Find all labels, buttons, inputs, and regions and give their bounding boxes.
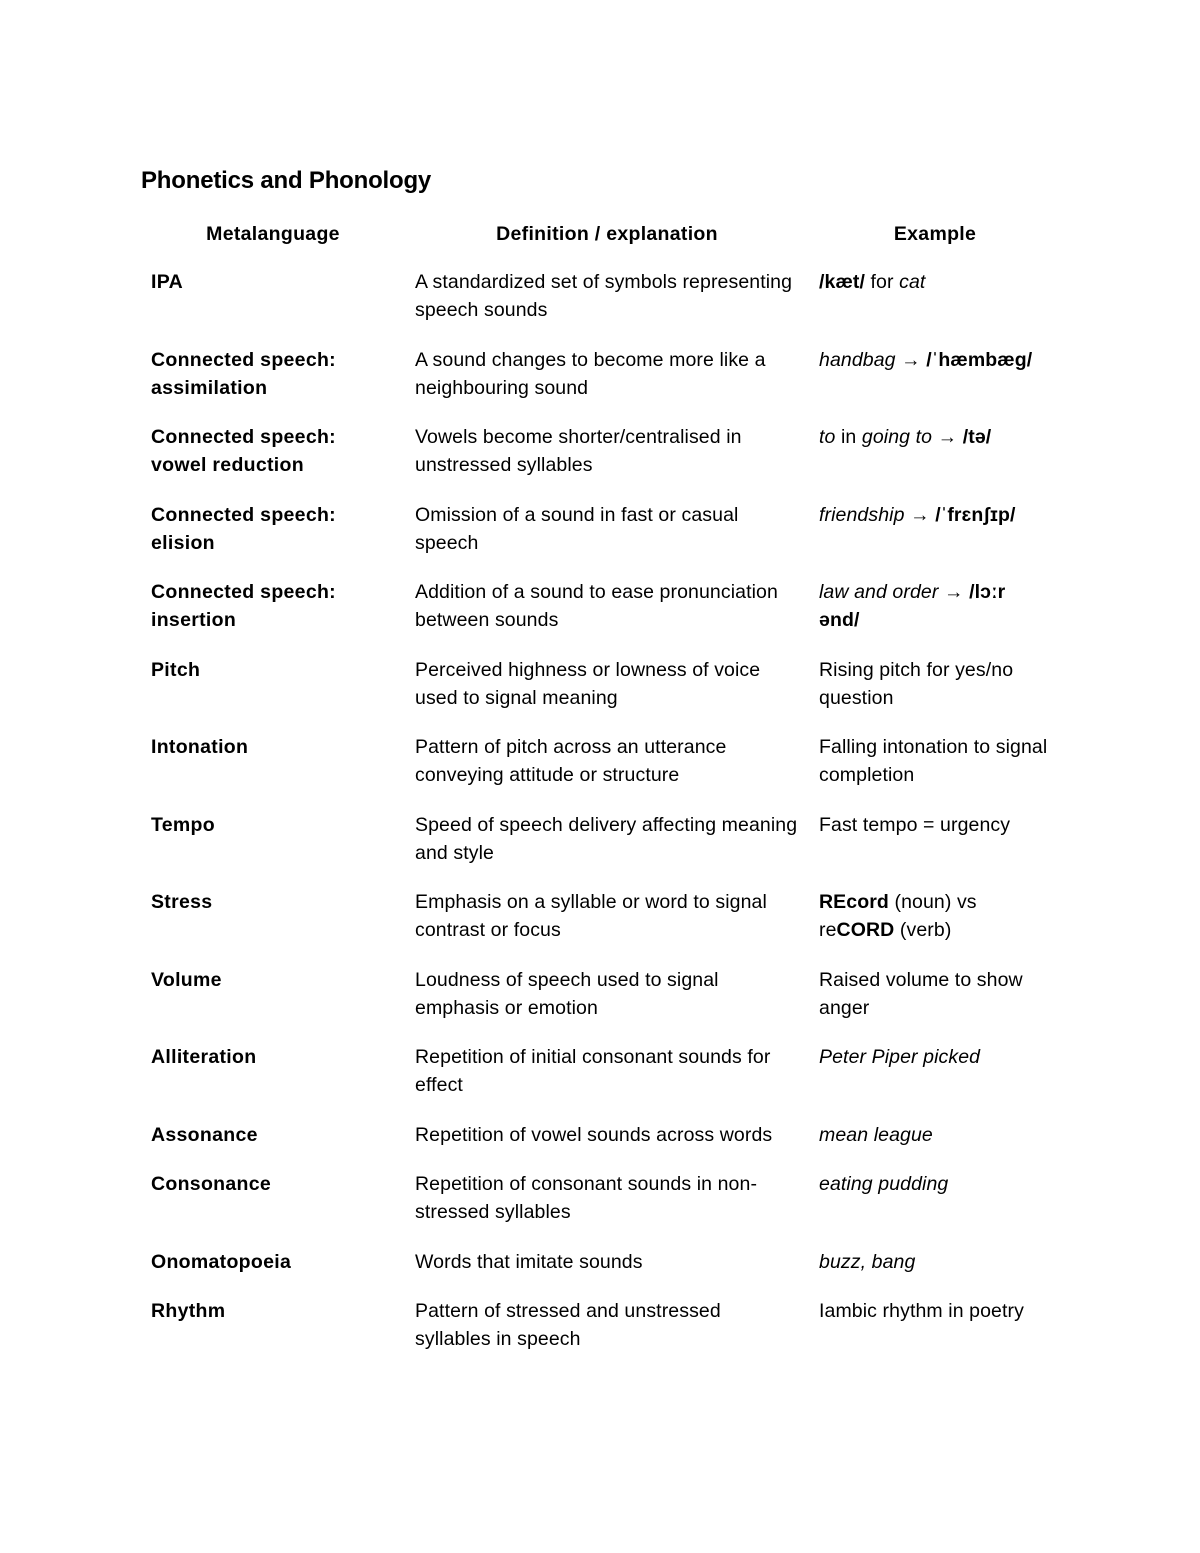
term-cell: Connected speech: insertion	[151, 581, 336, 631]
example-cell	[809, 268, 1061, 346]
example-segment: (verb)	[894, 919, 952, 941]
definition-cell: Addition of a sound to ease pronunciation between sounds	[415, 581, 778, 631]
term-cell: IPA	[151, 271, 183, 293]
definition-cell: Omission of a sound in fast or casual speech	[415, 503, 739, 554]
example-segment: Raised volume to show anger	[819, 968, 1023, 1019]
definition-cell: A sound changes to become more like a neighbouring sound	[415, 348, 766, 399]
table-row	[141, 501, 1061, 579]
example-segment: friendship	[819, 503, 905, 526]
example-cell	[809, 1297, 1061, 1375]
table-row	[141, 811, 1061, 889]
table-row	[141, 1297, 1061, 1375]
example-cell	[809, 733, 1061, 811]
term-cell: Connected speech: vowel reduction	[151, 426, 336, 476]
table-row	[141, 1170, 1061, 1248]
column-header-metalanguage: Metalanguage	[206, 223, 340, 245]
example-cell	[809, 888, 1061, 966]
term-cell: Connected speech: elision	[151, 503, 336, 554]
term-cell: Stress	[151, 891, 213, 913]
table-row	[141, 346, 1061, 424]
definition-cell: Loudness of speech used to signal emphasis or emotion	[415, 968, 719, 1019]
example-segment: →	[904, 503, 936, 526]
example-segment: Rising pitch for yes/no question	[819, 658, 1014, 709]
table-row	[141, 1248, 1061, 1298]
example-cell	[809, 423, 1061, 501]
example-cell	[809, 578, 1061, 656]
example-cell	[809, 1121, 1061, 1171]
term-cell: Volume	[151, 968, 222, 991]
table-header-row	[141, 220, 1061, 268]
example-segment: for	[865, 271, 900, 293]
table-row	[141, 578, 1061, 656]
table-row	[141, 966, 1061, 1044]
definition-cell: Vowels become shorter/centralised in unstressed syllables	[415, 426, 742, 476]
example-segment: /ˈhæmbæg/	[926, 348, 1033, 371]
example-segment: Peter Piper picked	[819, 1046, 981, 1068]
example-segment: /lɔːr ənd/	[819, 581, 1006, 631]
example-segment: (noun) vs re	[819, 891, 977, 941]
example-segment: going to	[861, 426, 933, 448]
glossary-table	[141, 220, 1061, 1375]
example-cell	[809, 1248, 1061, 1298]
example-cell	[809, 1043, 1061, 1121]
example-cell	[809, 966, 1061, 1044]
example-cell	[809, 346, 1061, 424]
term-cell: Assonance	[151, 1123, 258, 1146]
definition-cell: Repetition of initial consonant sounds for effect	[415, 1046, 771, 1096]
example-cell	[809, 811, 1061, 889]
glossary-body	[141, 268, 1061, 1375]
definition-cell: A standardized set of symbols representing speech sounds	[415, 271, 793, 321]
example-segment: law and order	[819, 581, 939, 603]
term-cell: Onomatopoeia	[151, 1250, 292, 1273]
table-row	[141, 888, 1061, 966]
example-segment: CORD	[836, 919, 895, 941]
definition-cell: Emphasis on a syllable or word to signal contrast or focus	[415, 891, 767, 941]
page-title: Phonetics and Phonology	[141, 167, 432, 194]
column-header-definition: Definition / explanation	[496, 223, 718, 245]
definition-cell: Perceived highness or lowness of voice used to signal meaning	[415, 658, 761, 709]
definition-cell: Pattern of pitch across an utterance conveying attitude or structure	[415, 736, 727, 786]
example-segment: eating pudding	[819, 1173, 949, 1195]
example-cell	[809, 501, 1061, 579]
example-segment: /tə/	[962, 426, 992, 448]
table-row	[141, 1043, 1061, 1121]
term-cell: Tempo	[151, 813, 215, 836]
example-segment: /kæt/	[819, 271, 866, 293]
table-row	[141, 268, 1061, 346]
term-cell: Intonation	[151, 736, 249, 758]
example-segment: →	[932, 426, 963, 448]
term-cell: Alliteration	[151, 1046, 257, 1068]
example-segment: to	[819, 426, 836, 448]
example-segment: Iambic rhythm in poetry	[819, 1300, 1024, 1322]
example-segment: buzz, bang	[819, 1250, 916, 1273]
example-segment: REcord	[819, 891, 889, 913]
example-segment: →	[938, 581, 970, 603]
example-segment: mean league	[819, 1123, 933, 1146]
definition-cell: Words that imitate sounds	[415, 1250, 643, 1273]
term-cell: Pitch	[151, 658, 201, 681]
example-segment: cat	[899, 271, 926, 293]
term-cell: Connected speech: assimilation	[151, 348, 336, 399]
definition-cell: Pattern of stressed and unstressed syllables in speech	[415, 1300, 721, 1350]
table-row	[141, 423, 1061, 501]
table-row	[141, 733, 1061, 811]
table-row	[141, 656, 1061, 734]
definition-cell: Repetition of vowel sounds across words	[415, 1123, 773, 1146]
example-segment: Falling intonation to signal completion	[819, 736, 1048, 786]
example-cell	[809, 656, 1061, 734]
example-segment: handbag →	[819, 348, 921, 371]
definition-cell: Repetition of consonant sounds in non-stressed syllables	[415, 1173, 758, 1223]
example-cell	[809, 1170, 1061, 1248]
example-segment: Fast tempo = urgency	[819, 813, 1011, 836]
term-cell: Rhythm	[151, 1300, 226, 1322]
table-row	[141, 1121, 1061, 1171]
column-header-example: Example	[893, 223, 977, 245]
term-cell: Consonance	[151, 1173, 272, 1195]
example-segment: in	[835, 426, 862, 448]
example-segment: /ˈfrɛnʃɪp/	[935, 503, 1016, 526]
definition-cell: Speed of speech delivery affecting meaning and style	[415, 813, 798, 864]
